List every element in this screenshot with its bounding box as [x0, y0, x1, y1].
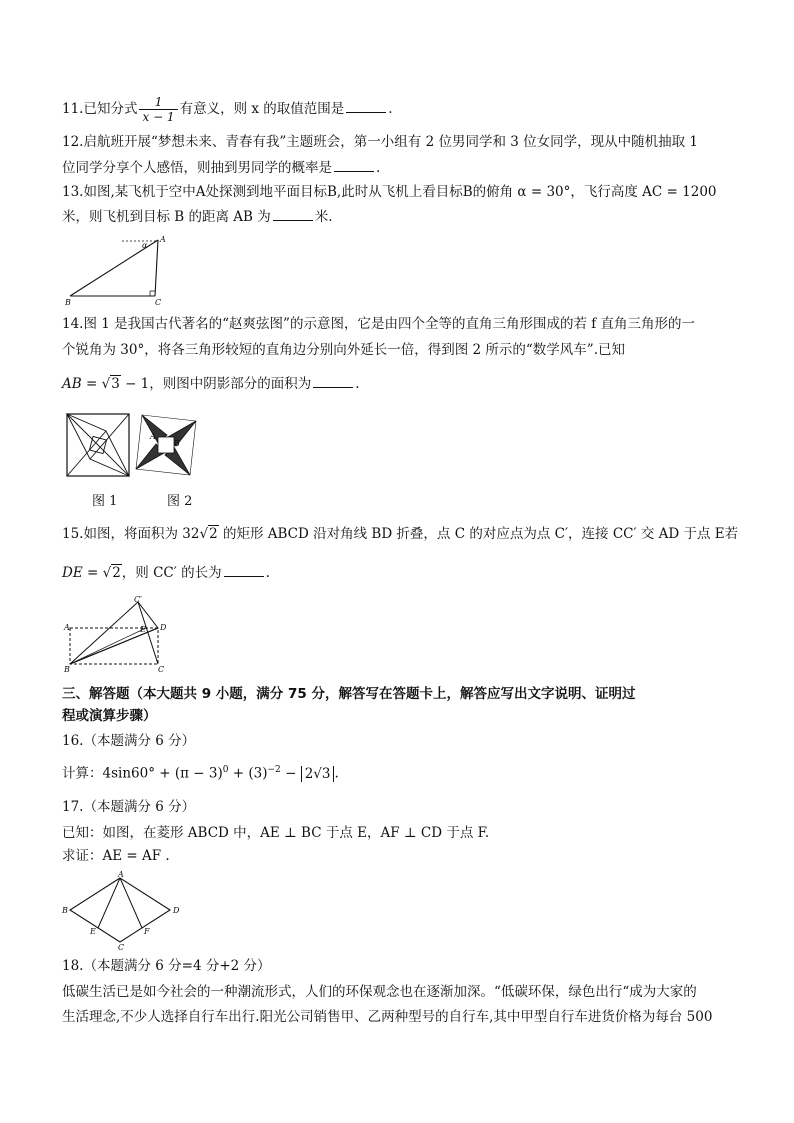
- q15-label-D: D: [160, 623, 167, 632]
- q14-line3-pre: AB =: [62, 376, 102, 392]
- q15-answer-blank: [224, 564, 264, 577]
- q17-line2: 求证：AE = AF .: [62, 848, 170, 864]
- q18-line2: 生活理念,不少人选择自行车出行.阳光公司销售甲、乙两种型号的自行车,其中甲型自行车进货价格为每台 500: [62, 1009, 713, 1025]
- q14-figure2: [134, 413, 198, 477]
- q14-line1: 14.图 1 是我国古代著名的“赵爽弦图”的示意图，它是由四个全等的直角三角形围成的若 f 直角三角形的一: [62, 316, 696, 332]
- q17-label-F: F: [144, 927, 150, 936]
- q12-line2: [62, 158, 380, 178]
- q13-label-A: A: [160, 235, 166, 244]
- q14-label-A: A: [150, 432, 156, 441]
- q15-line1-pre: 15.如图，将面积为 32: [62, 526, 200, 542]
- q17-label-A: A: [118, 870, 124, 879]
- q15-line2: DE = √2，则 CC′ 的长为 .: [62, 565, 270, 581]
- q14-fig1-line1: [90, 414, 129, 459]
- q12-answer-blank: [334, 159, 374, 172]
- q14-figure1: [66, 413, 130, 477]
- q16-calc-mid: + (3): [228, 765, 268, 782]
- q13-line2: [62, 207, 333, 227]
- q18-head: 18.（本题满分 6 分=4 分+2 分）: [62, 958, 271, 974]
- q17-rhombus-ABCD: [70, 878, 170, 942]
- q13-line2-post: 米.: [314, 209, 333, 225]
- q11-end: .: [388, 101, 393, 117]
- q16-minus: −: [280, 765, 301, 782]
- q13-label-C: C: [155, 298, 162, 307]
- q14-answer-blank: [313, 375, 353, 388]
- q14-fig1-caption: 图 1: [92, 494, 118, 509]
- q15-line2-radicand: 2: [112, 565, 121, 581]
- q13-answer-blank: [273, 208, 313, 221]
- q13-label-alpha: α: [142, 241, 148, 250]
- q11-line: [62, 95, 393, 124]
- q16-head: 16.（本题满分 6 分）: [62, 733, 196, 749]
- q14-line3: AB = √3 − 1，则图中阴影部分的面积为 .: [62, 376, 360, 392]
- q16-exp0: 0: [222, 765, 229, 775]
- q11-frac-den: x − 1: [142, 110, 175, 124]
- q11-frac-num: 1: [139, 95, 177, 110]
- q15-line1-post: 的矩形 ABCD 沿对角线 BD 折叠，点 C 的对应点为点 C′，连接 CC′ 交 AD 于点 E若: [218, 526, 739, 542]
- q16-abs-value: 2√3: [301, 766, 335, 782]
- q15-line1: 15.如图，将面积为 32√2 的矩形 ABCD 沿对角线 BD 折叠，点 C 的对应点为点 C′，连接 CC′ 交 AD 于点 E若: [62, 526, 739, 542]
- q16-calc: [62, 760, 339, 784]
- q15-end: .: [265, 565, 270, 581]
- q16-exp-minus2: −2: [267, 765, 281, 775]
- q11-fraction: [139, 95, 177, 124]
- q17-label-E: E: [90, 927, 96, 936]
- q11-answer-blank: [346, 100, 386, 113]
- q18-line1: 低碳生活已是如今社会的一种潮流形式，人们的环保观念也在逐渐加深。“低碳环保，绿色出行“成为大家的: [62, 984, 697, 1000]
- q15-line1-radicand: 2: [209, 526, 218, 542]
- q17-line1: 已知：如图，在菱形 ABCD 中，AE ⊥ BC 于点 E，AF ⊥ CD 于点 F.: [62, 825, 490, 841]
- q14-fig1-line2: [67, 431, 106, 476]
- q17-label-B: B: [62, 906, 68, 915]
- q15-line2-post: ，则 CC′ 的长为: [121, 565, 222, 581]
- q16-end: .: [334, 765, 339, 782]
- q13-right-angle: [150, 291, 155, 296]
- q16-calc-pre: 计算：4sin60° + (π − 3): [62, 765, 223, 782]
- q14-end: .: [355, 376, 360, 392]
- q13-line2-pre: 米，则飞机到目标 B 的距离 AB 为: [62, 209, 271, 225]
- q14-line3-mid: − 1，则图中阴影部分的面积为: [120, 376, 312, 392]
- section3-heading-line2: 程或演算步骤）: [62, 708, 157, 724]
- q17-label-C: C: [118, 943, 125, 952]
- q13-label-B: B: [65, 298, 71, 307]
- q14-line2: 个锐角为 30°，将各三角形较短的直角边分别向外延长一倍，得到图 2 所示的“数学风车”.已知: [62, 342, 625, 358]
- q14-fig1-line3: [67, 414, 129, 476]
- q13-figure: [62, 232, 172, 307]
- q14-label-B: B: [174, 439, 180, 448]
- q14-fig2-caption: 图 2: [167, 494, 193, 509]
- q17-label-D: D: [173, 906, 180, 915]
- q15-line2-pre: DE =: [62, 565, 103, 581]
- q17-head: 17.（本题满分 6 分）: [62, 799, 196, 815]
- q15-label-A: A: [64, 623, 70, 632]
- q12-end: .: [376, 160, 381, 176]
- section3-heading-line1: 三、解答题（本大题共 9 小题，满分 75 分，解答写在答题卡上，解答应写出文字说明、证明过: [62, 686, 636, 702]
- q13-line1: 13.如图,某飞机于空中A处探测到地平面目标B,此时从飞机上看目标B的俯角 α = 30°，飞行高度 AC = 1200: [62, 184, 717, 200]
- q12-line1: 12.启航班开展“梦想未来、青春有我”主题班会，第一小组有 2 位男同学和 3 位女同学，现从中随机抽取 1: [62, 134, 698, 150]
- q15-label-Cprime: C′: [134, 595, 142, 604]
- q17-figure: [62, 872, 182, 950]
- q12-line2-text: 位同学分享个人感悟，则抽到男同学的概率是: [62, 160, 332, 176]
- q11-pre: 11.已知分式: [62, 101, 138, 117]
- q13-segment-AC: [155, 240, 158, 296]
- q15-figure: [62, 595, 172, 674]
- q14-line3-radicand: 3: [111, 376, 120, 392]
- q15-segment-BE: [70, 628, 146, 664]
- q15-label-E: E: [140, 625, 146, 634]
- q15-label-C: C: [158, 665, 165, 674]
- q11-post: 有意义，则 x 的取值范围是: [179, 101, 345, 117]
- q14-fig2-center-square: [158, 437, 174, 453]
- q15-label-B: B: [64, 665, 70, 674]
